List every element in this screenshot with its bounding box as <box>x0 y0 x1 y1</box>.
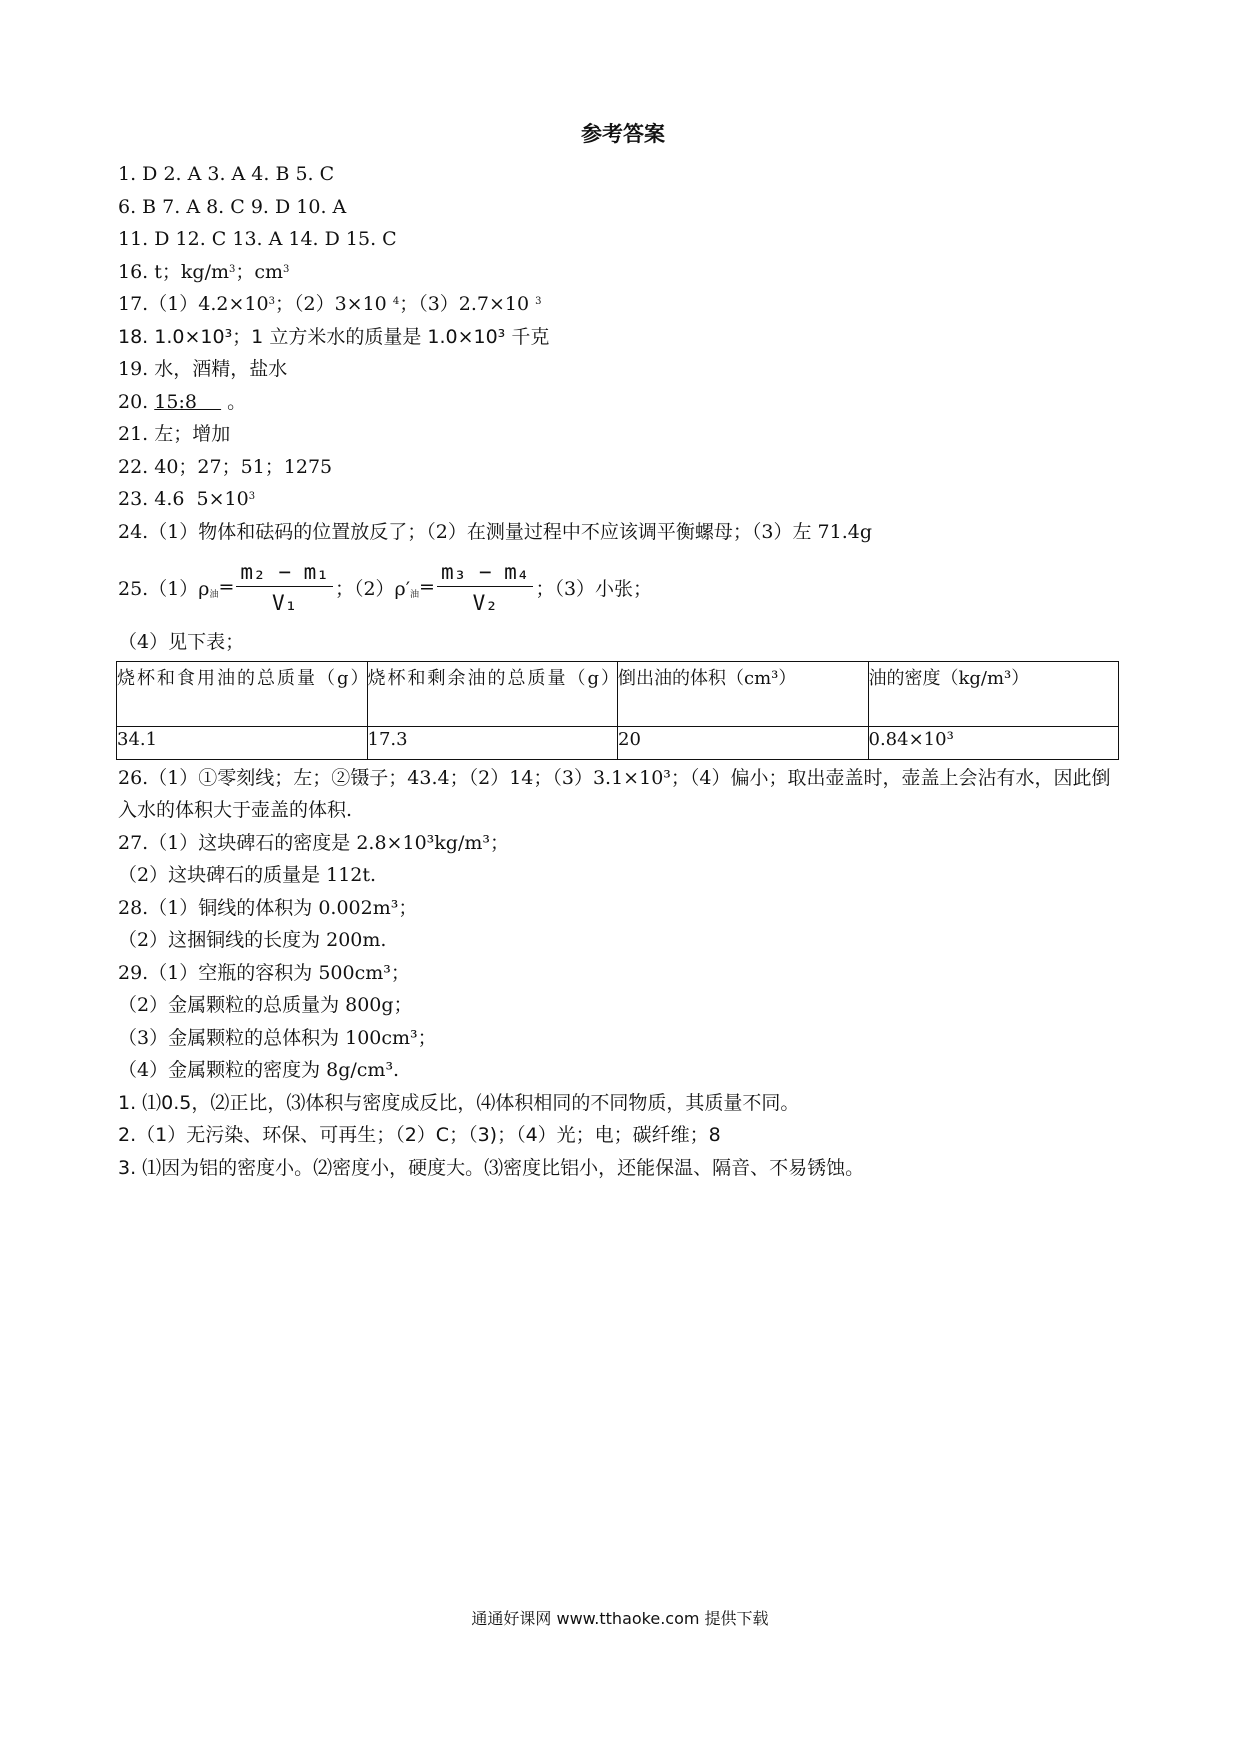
table-header-cell: 油的密度（kg/m³） <box>868 661 1119 726</box>
answer-line-29-1: 29.（1）空瓶的容积为 500cm³； <box>118 961 410 984</box>
answer-line-18: 18. 1.0×10³；1 立方米水的质量是 1.0×10³ 千克 <box>118 325 550 348</box>
extra-answer-3: 3. ⑴因为铝的密度小。⑵密度小，硬度大。⑶密度比铝小，还能保温、隔音、不易锈蚀。 <box>118 1156 865 1179</box>
table-header-cell: 烧杯和食用油的总质量（g） <box>117 661 368 726</box>
density-fraction-1: $\frac{\text{m₂ − m₁}}{\text{V₁}}$ <box>236 560 333 615</box>
answer-line-26: 26.（1）①零刻线；左；②镊子；43.4；（2）14；（3）3.1×10³；（4）偏小；取出壶盖时，壶盖上会沾有水，因此倒入水的体积大于壶盖的体积. <box>118 766 1111 821</box>
answer-line-19: 19. 水，酒精，盐水 <box>118 358 288 380</box>
density-fraction-2: $\frac{\text{m₃ − m₄}}{\text{V₂}}$ <box>437 560 534 615</box>
table-cell: 20 <box>618 726 869 759</box>
table-row <box>117 726 1119 759</box>
page-title: 参考答案 <box>581 122 665 146</box>
table-cell: 34.1 <box>117 726 368 759</box>
extra-answer-1: 1. ⑴0.5，⑵正比，⑶体积与密度成反比，⑷体积相同的不同物质，其质量不同。 <box>118 1091 800 1114</box>
answer-line-27-2: （2）这块碑石的质量是 112t. <box>118 864 377 886</box>
answer-line-25: 25.（1）ρ $_油$ = $\frac{\text{m₂ − m₁}}{\text{V₁}}$ ；（2）ρ′ $_油$ = $\frac{\text{m₃ − m₄}}{\text{V₂}}$ ；（3）小张； <box>118 559 653 615</box>
answer-line-29-3: （3）金属颗粒的总体积为 100cm³； <box>118 1026 437 1049</box>
answer-line-21: 21. 左；增加 <box>118 423 231 445</box>
answer-line-25-4: （4）见下表； <box>118 631 245 653</box>
answer-page <box>118 118 1128 1184</box>
table-header-cell: 倒出油的体积（cm³） <box>618 661 869 726</box>
answer-line-3: 11. D 12. C 13. A 14. D 15. C <box>118 228 397 250</box>
page-footer: 通通好课网 www.tthaoke.com 提供下载 <box>471 1609 769 1628</box>
answer-line-23: 23. 4.6 $5\times 10^3$ <box>118 488 256 510</box>
oil-density-table <box>116 661 1119 760</box>
answer-line-2: 6. B 7. A 8. C 9. D 10. A <box>118 195 347 218</box>
answer-line-27-1: 27.（1）这块碑石的密度是 2.8×10³kg/m³； <box>118 831 509 854</box>
table-cell: 17.3 <box>367 726 618 759</box>
answer-line-16: 16. t；$kg/m^3$；$cm^3$ <box>118 260 290 283</box>
answer-line-17: $17.(1)4.2\times 10^3$；（2）3×10 $^4$；（3）2.7×10 $^3$ <box>118 293 542 315</box>
answer-line-20: 20. 15:8 。 <box>118 390 247 413</box>
answer-line-29-4: （4）金属颗粒的密度为 8g/cm³. <box>118 1059 400 1081</box>
answer-line-28-2: （2）这捆铜线的长度为 200m. <box>118 929 387 951</box>
answer-line-29-2: （2）金属颗粒的总质量为 800g； <box>118 994 413 1016</box>
answer-line-28-1: 28.（1）铜线的体积为 0.002m³； <box>118 896 418 919</box>
answer-line-24: 24.（1）物体和砝码的位置放反了；（2）在测量过程中不应该调平衡螺母；（3）左 71.4g <box>118 520 872 543</box>
table-header-cell: 烧杯和剩余油的总质量（g） <box>367 661 618 726</box>
extra-answer-2: 2.（1）无污染、环保、可再生；（2）C；（3)；（4）光；电；碳纤维；8 <box>118 1124 721 1146</box>
table-header-row <box>117 661 1119 726</box>
answer-line-22: 22. 40；27；51；1275 <box>118 455 333 478</box>
answer-line-1: 1. D 2. A 3. A 4. B 5. C <box>118 163 335 185</box>
table-cell: 0.84×10³ <box>868 726 1119 759</box>
